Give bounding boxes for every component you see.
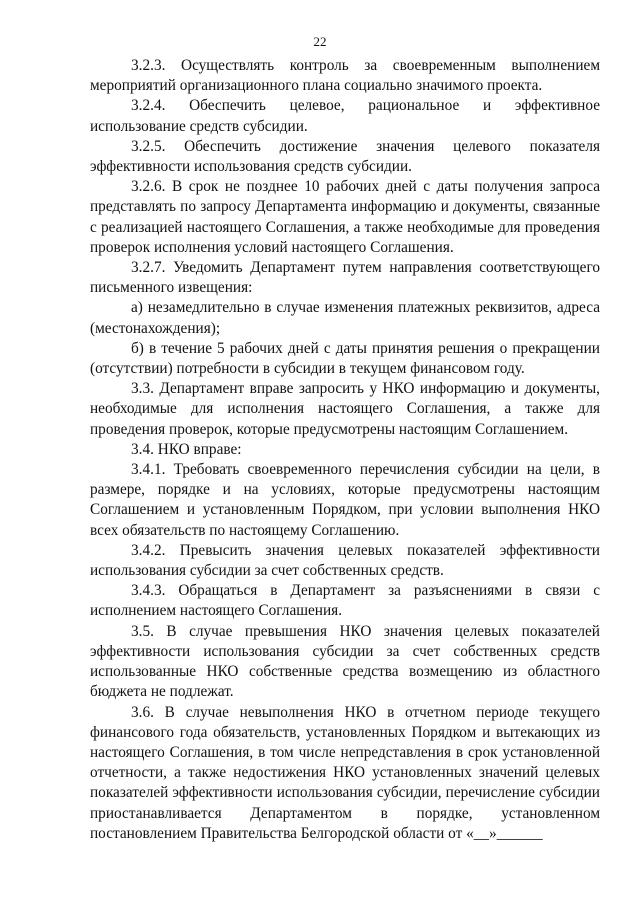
- paragraph-3-4-2: 3.4.2. Превысить значения целевых показателей эффективности использования субсидии за счет собственных средств.: [90, 541, 600, 580]
- page-number: 22: [313, 34, 327, 49]
- paragraph-3-4-3: 3.4.3. Обращаться в Департамент за разъяснениями в связи с исполнением настоящего Соглашения.: [90, 582, 600, 620]
- paragraph-3-3: 3.3. Департамент вправе запросить у НКО информацию и документы, необходимые для исполнения настоящего Соглашения, а также для проведения проверок, которые предусмотрены настоящим Соглашением.: [90, 380, 600, 438]
- paragraph-3-2-6: 3.2.6. В срок не позднее 10 рабочих дней с даты получения запроса представлять по запросу Департамента информацию и документы, связанные с реализацией настоящего Соглашения, а также необходимые для проведения проверок исполнения условий настоящего Соглашения.: [90, 178, 600, 256]
- paragraph-3-2-5: 3.2.5. Обеспечить достижение значения целевого показателя эффективности использования средств субсидии.: [90, 137, 600, 176]
- paragraph-3-6: 3.6. В случае невыполнения НКО в отчетном периоде текущего финансового года обязательств, установленных Порядком и вытекающих из настоящего Соглашения, в том числе непредставления в срок установленной отчетности, а также недостижения НКО установленных значений целевых показателей эффективности использования субсидии, перечисление субсидии приостанавливается Департаментом в порядке, установленном постановлением Правительства Белгородской области от «__»______: [90, 703, 600, 842]
- paragraph-3-2-7: 3.2.7. Уведомить Департамент путем направления соответствующего письменного извещения:: [90, 259, 600, 297]
- paragraph-3-2-4: 3.2.4. Обеспечить целевое, рациональное и эффективное использование средств субсидии.: [90, 97, 600, 135]
- document-body: [90, 56, 600, 844]
- paragraph-3-2-7-a: а) незамедлительно в случае изменения платежных реквизитов, адреса (местонахождения);: [90, 299, 600, 337]
- paragraph-3-4: 3.4. НКО вправе:: [131, 440, 242, 458]
- paragraph-3-4-1: 3.4.1. Требовать своевременного перечисления субсидии на цели, в размере, порядке и на условиях, которые предусмотрены настоящим Соглашением и установленным Порядком, при условии выполнения НКО всех обязательств по настоящему Соглашению.: [90, 461, 600, 539]
- paragraph-3-2-7-b: б) в течение 5 рабочих дней с даты принятия решения о прекращении (отсутствии) потребности в субсидии в текущем финансовом году.: [90, 339, 600, 378]
- paragraph-3-2-3: 3.2.3. Осуществлять контроль за своевременным выполнением мероприятий организационного плана социально значимого проекта.: [90, 57, 600, 95]
- paragraph-3-5: 3.5. В случае превышения НКО значения целевых показателей эффективности использования субсидии за счет собственных средств использованные НКО собственные средства возмещению из областного бюджета не подлежат.: [90, 622, 600, 701]
